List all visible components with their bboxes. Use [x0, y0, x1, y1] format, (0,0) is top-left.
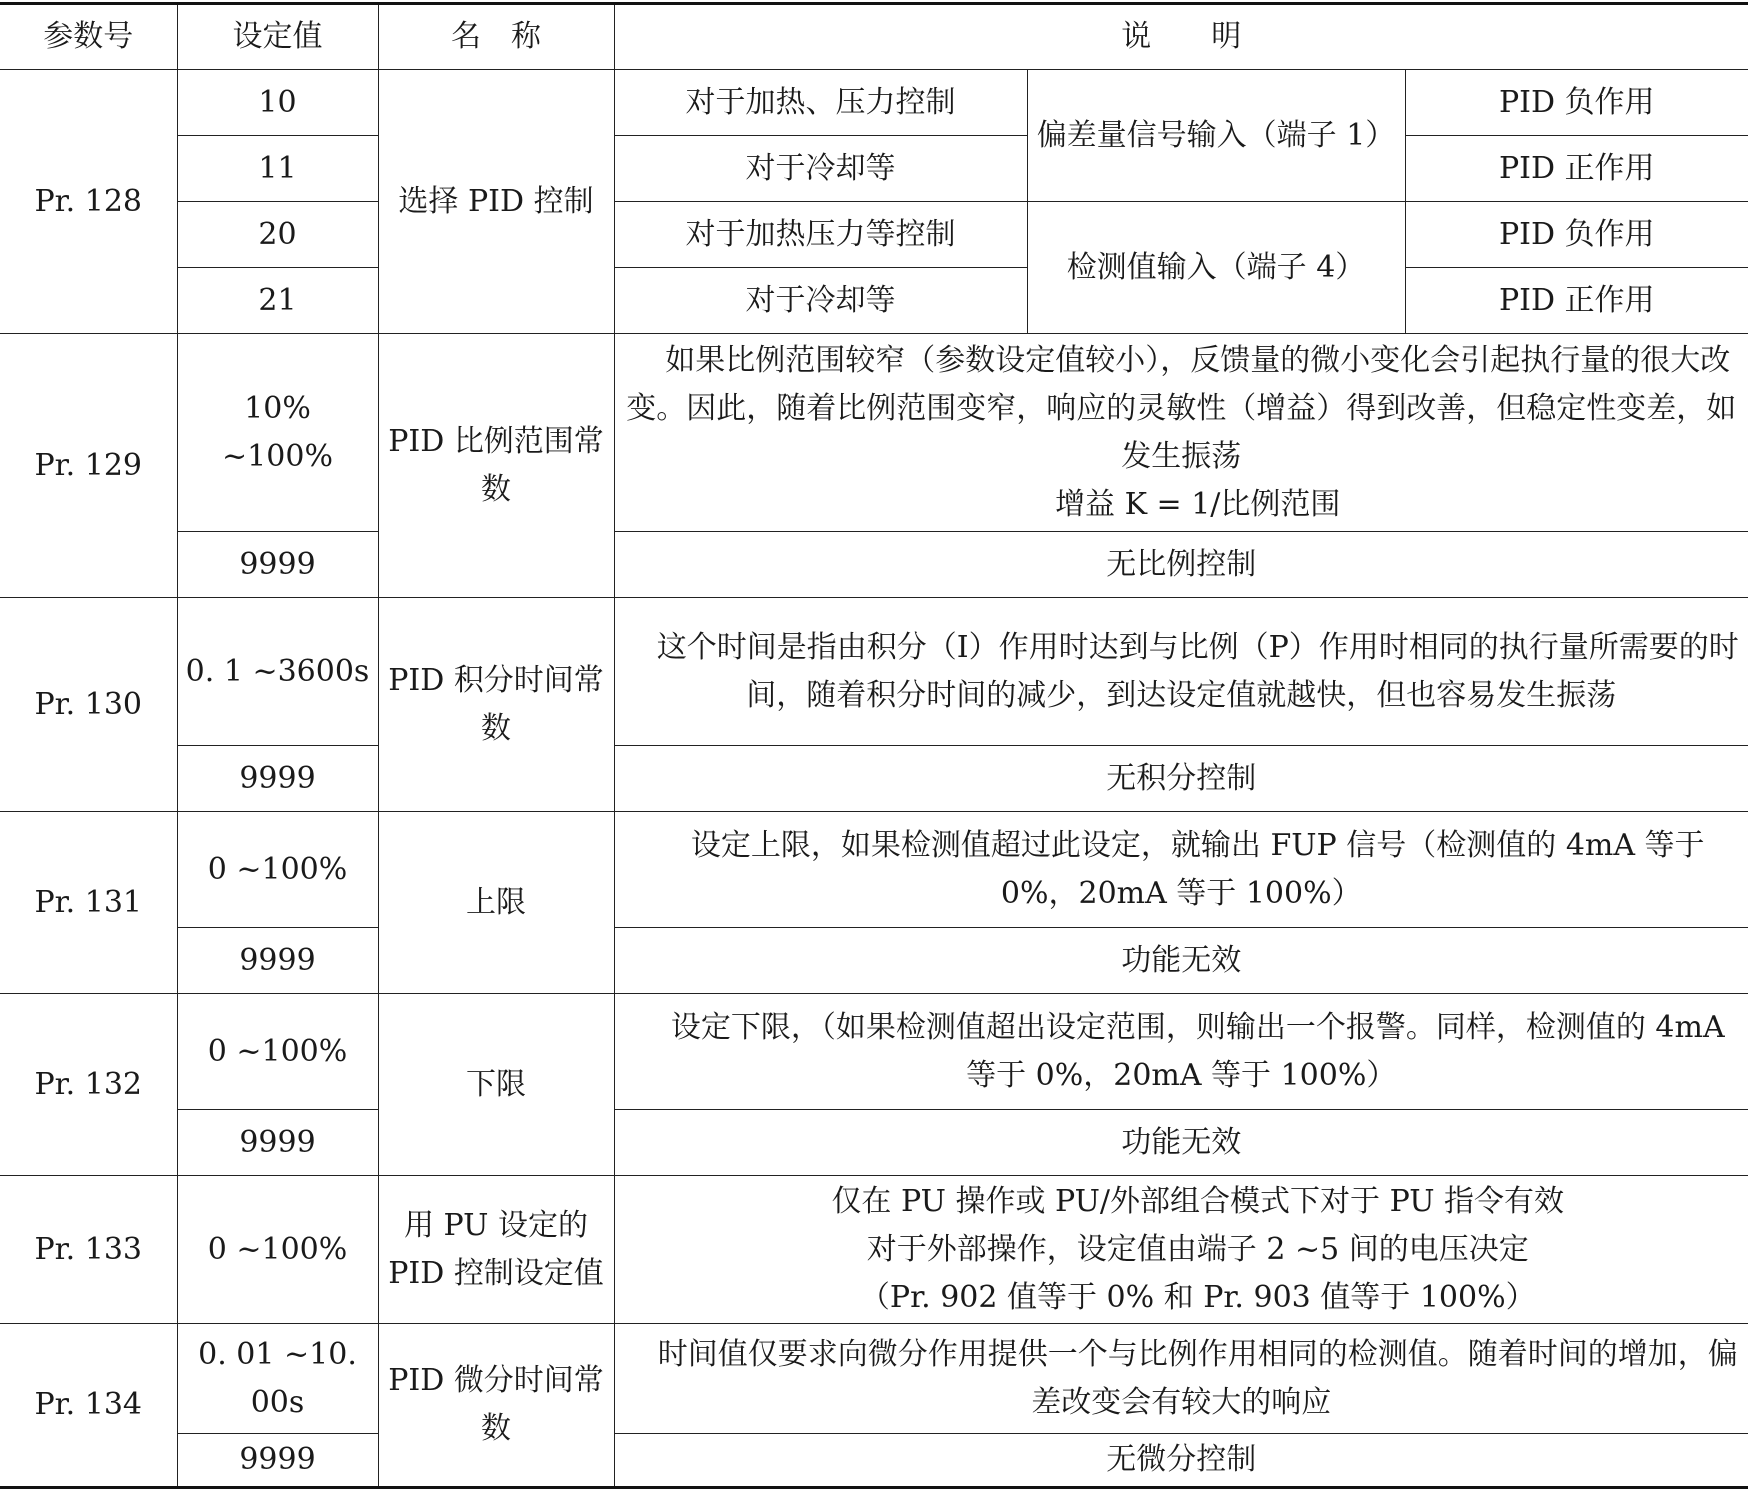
- pr130-desc: [614, 598, 1748, 746]
- pr134-desc-9999: 无微分控制: [614, 1434, 1748, 1488]
- pr131-value-9999: 9999: [177, 928, 378, 994]
- table-row: [0, 268, 1748, 334]
- pr129-desc-p1: 如果比例范围较窄（参数设定值较小），反馈量的微小变化会引起执行量的很大改变。因此，随着比例范围变窄，响应的灵敏性（增益）得到改善，但稳定性变差，如发生振荡: [626, 342, 1737, 474]
- pr134-value-range: 0. 01 ~10. 00s: [177, 1324, 378, 1434]
- pr128-action-21: PID 正作用: [1405, 268, 1748, 334]
- header-name: 名 称: [378, 4, 614, 70]
- pr128-use-21: 对于冷却等: [614, 268, 1027, 334]
- pr129-name: PID 比例范围常数: [378, 334, 614, 598]
- pr128-value-10: 10: [177, 70, 378, 136]
- pr133-desc-p2: 对于外部操作，设定值由端子 2 ~5 间的电压决定: [866, 1231, 1529, 1267]
- pr131-param: Pr. 131: [0, 812, 177, 994]
- pr129-desc-p2: 增益 K = 1/比例范围: [1055, 486, 1341, 522]
- table-row: [0, 746, 1748, 812]
- pr132-value-range: 0 ~100%: [177, 994, 378, 1110]
- table-row: [0, 532, 1748, 598]
- pr130-value-9999: 9999: [177, 746, 378, 812]
- pr130-param: Pr. 130: [0, 598, 177, 812]
- table-row: [0, 1324, 1748, 1434]
- pr132-desc: [614, 994, 1748, 1110]
- pr131-desc: [614, 812, 1748, 928]
- table-row: [0, 70, 1748, 136]
- header-desc: 说 明: [614, 4, 1748, 70]
- pr130-name: PID 积分时间常数: [378, 598, 614, 812]
- pr132-desc-9999: 功能无效: [614, 1110, 1748, 1176]
- pr132-desc-p1: 设定下限，（如果检测值超出设定范围，则输出一个报警。同样，检测值的 4mA 等于 0%，20mA 等于 100%）: [670, 1009, 1725, 1093]
- pr133-value-range: 0 ~100%: [177, 1176, 378, 1324]
- table-row: [0, 1110, 1748, 1176]
- table-row: [0, 598, 1748, 746]
- table-row: [0, 812, 1748, 928]
- pid-parameter-table: [0, 2, 1748, 1489]
- pr132-param: Pr. 132: [0, 994, 177, 1176]
- pr133-desc-p3: （Pr. 902 值等于 0% 和 Pr. 903 值等于 100%）: [859, 1279, 1536, 1315]
- pr130-desc-9999: 无积分控制: [614, 746, 1748, 812]
- pr129-value-range: 10% ~100%: [177, 334, 378, 532]
- header-param: 参数号: [0, 4, 177, 70]
- pr129-param: Pr. 129: [0, 334, 177, 598]
- pr131-value-range: 0 ~100%: [177, 812, 378, 928]
- pr128-action-20: PID 负作用: [1405, 202, 1748, 268]
- pr128-value-11: 11: [177, 136, 378, 202]
- pr128-value-20: 20: [177, 202, 378, 268]
- pr131-desc-p1: 设定上限，如果检测值超过此设定，就输出 FUP 信号（检测值的 4mA 等于 0%，20mA 等于 100%）: [690, 827, 1705, 911]
- pr134-desc: [614, 1324, 1748, 1434]
- pr133-param: Pr. 133: [0, 1176, 177, 1324]
- table-row: [0, 928, 1748, 994]
- table-row: [0, 136, 1748, 202]
- table-row: [0, 202, 1748, 268]
- pr130-desc-p1: 这个时间是指由积分（I）作用时达到与比例（P）作用时相同的执行量所需要的时间，随着积分时间的减少，到达设定值就越快，但也容易发生振荡: [656, 629, 1739, 713]
- pr128-value-21: 21: [177, 268, 378, 334]
- pr128-use-11: 对于冷却等: [614, 136, 1027, 202]
- pr128-name: 选择 PID 控制: [378, 70, 614, 334]
- header-value: 设定值: [177, 4, 378, 70]
- pr129-desc-9999: 无比例控制: [614, 532, 1748, 598]
- pr128-action-10: PID 负作用: [1405, 70, 1748, 136]
- pr133-name: 用 PU 设定的 PID 控制设定值: [378, 1176, 614, 1324]
- pr133-desc: [614, 1176, 1748, 1324]
- table-row: [0, 1176, 1748, 1324]
- pr134-desc-p1: 时间值仅要求向微分作用提供一个与比例作用相同的检测值。随着时间的增加，偏差改变会有较大的响应: [657, 1336, 1738, 1420]
- table-row: [0, 334, 1748, 532]
- pr128-action-11: PID 正作用: [1405, 136, 1748, 202]
- pr129-desc: [614, 334, 1748, 532]
- pr131-name: 上限: [378, 812, 614, 994]
- pr128-use-20: 对于加热压力等控制: [614, 202, 1027, 268]
- pr134-param: Pr. 134: [0, 1324, 177, 1488]
- pr131-desc-9999: 功能无效: [614, 928, 1748, 994]
- header-row: [0, 4, 1748, 70]
- table-row: [0, 994, 1748, 1110]
- pr128-input-terminal4: 检测值输入（端子 4）: [1027, 202, 1405, 334]
- pr128-param: Pr. 128: [0, 70, 177, 334]
- pr133-desc-p1: 仅在 PU 操作或 PU/外部组合模式下对于 PU 指令有效: [831, 1183, 1565, 1219]
- pr128-input-terminal1: 偏差量信号输入（端子 1）: [1027, 70, 1405, 202]
- pr132-name: 下限: [378, 994, 614, 1176]
- pr134-name: PID 微分时间常数: [378, 1324, 614, 1488]
- pr134-value-9999: 9999: [177, 1434, 378, 1488]
- pr130-value-range: 0. 1 ~3600s: [177, 598, 378, 746]
- pr132-value-9999: 9999: [177, 1110, 378, 1176]
- pr128-use-10: 对于加热、压力控制: [614, 70, 1027, 136]
- table-row: [0, 1434, 1748, 1488]
- pr129-value-9999: 9999: [177, 532, 378, 598]
